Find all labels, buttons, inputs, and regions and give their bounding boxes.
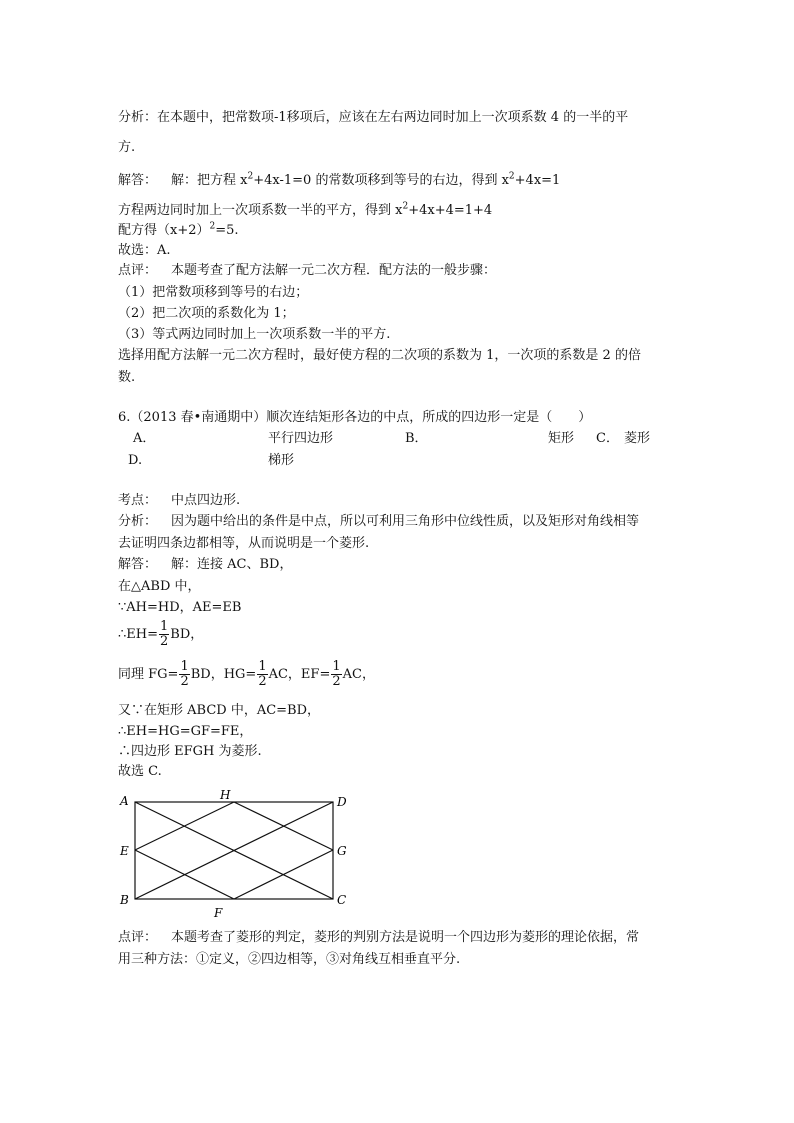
option-b-label: B． bbox=[405, 431, 428, 446]
point-label-b: B bbox=[120, 893, 129, 907]
analysis-line-1: 分析：在本题中，把常数项-1移项后，应该在左右两边同时加上一次项系数 4 的一半的平 bbox=[118, 110, 629, 125]
analysis6-text: 因为题中给出的条件是中点，所以可利用三角形中位线性质，以及矩形对角线相等 bbox=[171, 514, 640, 529]
question-6-stem: 6.（2013 春•南通期中）顺次连结矩形各边的中点，所成的四边形一定是（ ） bbox=[118, 410, 592, 425]
answer-text: 解：把方程 x bbox=[171, 173, 248, 188]
comment6-line-1 bbox=[118, 930, 639, 946]
point-label-h: H bbox=[220, 790, 231, 802]
comment-text: 本题考查了配方法解一元二次方程．配方法的一般步骤： bbox=[171, 263, 497, 278]
option-b-text: 矩形 bbox=[548, 431, 575, 446]
analysis6-line-2: 去证明四条边都相等，从而说明是一个菱形. bbox=[118, 536, 370, 551]
point-label-c: C bbox=[337, 893, 347, 907]
comment-line bbox=[118, 263, 496, 279]
point-label-d: D bbox=[337, 795, 347, 809]
answer-text: +4x-1=0 的常数项移到等号的右边，得到 x bbox=[253, 173, 509, 188]
fraction-one-half bbox=[159, 620, 169, 649]
fraction-one-half bbox=[179, 660, 189, 689]
analysis-line-2: 方. bbox=[118, 140, 136, 155]
fraction-one-half bbox=[331, 660, 341, 689]
answer-text: =5. bbox=[215, 223, 239, 238]
fraction-denominator: 2 bbox=[180, 674, 189, 689]
equation-text: ∴EH= bbox=[118, 627, 158, 642]
fraction-numerator: 1 bbox=[332, 659, 341, 674]
point-label-e: E bbox=[120, 844, 129, 858]
answer6-line-6: 又∵在矩形 ABCD 中，AC=BD， bbox=[118, 703, 321, 718]
fraction-one-half bbox=[257, 660, 267, 689]
exponent: 2 bbox=[508, 171, 515, 182]
comment-tail-1: 选择用配方法解一元二次方程时，最好使方程的二次项的系数为 1，一次项的系数是 2 的倍 bbox=[118, 348, 641, 363]
option-c-label: C． bbox=[596, 431, 619, 446]
comment-step-3: （3）等式两边同时加上一次项系数一半的平方. bbox=[118, 327, 391, 342]
fraction-denominator: 2 bbox=[332, 674, 341, 689]
answer-label: 解答： bbox=[118, 173, 158, 188]
answer6-line-5 bbox=[118, 660, 375, 690]
answer-line-1 bbox=[118, 173, 560, 189]
comment-step-2: （2）把二次项的系数化为 1； bbox=[118, 306, 295, 321]
option-d-text: 梯形 bbox=[268, 453, 295, 468]
answer-text: +4x=1 bbox=[514, 173, 561, 188]
point-label-a: A bbox=[120, 794, 129, 808]
answer6-line-1 bbox=[118, 557, 292, 573]
comment-tail-2: 数. bbox=[118, 370, 136, 385]
option-a-label: A． bbox=[133, 431, 156, 446]
rectangle-rhombus-figure bbox=[115, 790, 355, 920]
equation-text: AC， bbox=[342, 667, 375, 682]
answer-text: 配方得（x+2） bbox=[118, 223, 210, 238]
exponent: 2 bbox=[209, 221, 216, 232]
equation-text: BD，HG= bbox=[190, 667, 257, 682]
fraction-numerator: 1 bbox=[180, 659, 189, 674]
option-d-label: D. bbox=[128, 453, 143, 468]
kaodian-text: 中点四边形. bbox=[171, 493, 241, 508]
answer-text: 方程两边同时加上一次项系数一半的平方，得到 x bbox=[118, 203, 403, 218]
answer-line-3 bbox=[118, 223, 239, 239]
exponent: 2 bbox=[402, 201, 409, 212]
equation-text: AC，EF= bbox=[268, 667, 331, 682]
answer-text: +4x+4=1+4 bbox=[408, 203, 493, 218]
option-c-text: 菱形 bbox=[624, 431, 651, 446]
option-a-text: 平行四边形 bbox=[268, 431, 334, 446]
kaodian-label: 考点： bbox=[118, 493, 158, 508]
answer6-line-3: ∵AH=HD，AE=EB bbox=[118, 600, 242, 615]
point-label-g: G bbox=[337, 844, 347, 858]
fraction-denominator: 2 bbox=[160, 634, 169, 649]
fraction-numerator: 1 bbox=[258, 659, 267, 674]
exponent: 2 bbox=[247, 171, 254, 182]
answer-line-4: 故选：A. bbox=[118, 243, 171, 258]
answer6-line-7: ∴EH=HG=GF=FE， bbox=[118, 724, 253, 739]
comment-label: 点评： bbox=[118, 263, 158, 278]
fraction-denominator: 2 bbox=[258, 674, 267, 689]
equation-text: 同理 FG= bbox=[118, 667, 179, 682]
point-label-f: F bbox=[214, 906, 223, 920]
answer6-line-4 bbox=[118, 620, 203, 650]
analysis6-label: 分析： bbox=[118, 514, 158, 529]
answer6-line-2: 在△ABD 中， bbox=[118, 579, 201, 594]
kaodian-line bbox=[118, 493, 240, 509]
comment-step-1: （1）把常数项移到等号的右边； bbox=[118, 285, 309, 300]
analysis6-line-1 bbox=[118, 514, 639, 530]
answer6-line-8: ∴四边形 EFGH 为菱形. bbox=[118, 744, 262, 759]
equation-text: BD， bbox=[170, 627, 204, 642]
comment6-text: 本题考查了菱形的判定，菱形的判别方法是说明一个四边形为菱形的理论依据，常 bbox=[171, 930, 640, 945]
comment6-label: 点评： bbox=[118, 930, 158, 945]
answer6-text: 解：连接 AC、BD， bbox=[171, 557, 293, 572]
comment6-line-2: 用三种方法：①定义，②四边相等，③对角线互相垂直平分. bbox=[118, 952, 461, 967]
fraction-numerator: 1 bbox=[160, 619, 169, 634]
answer6-line-9: 故选 C. bbox=[118, 764, 162, 779]
answer6-label: 解答： bbox=[118, 557, 158, 572]
answer-line-2 bbox=[118, 203, 492, 219]
